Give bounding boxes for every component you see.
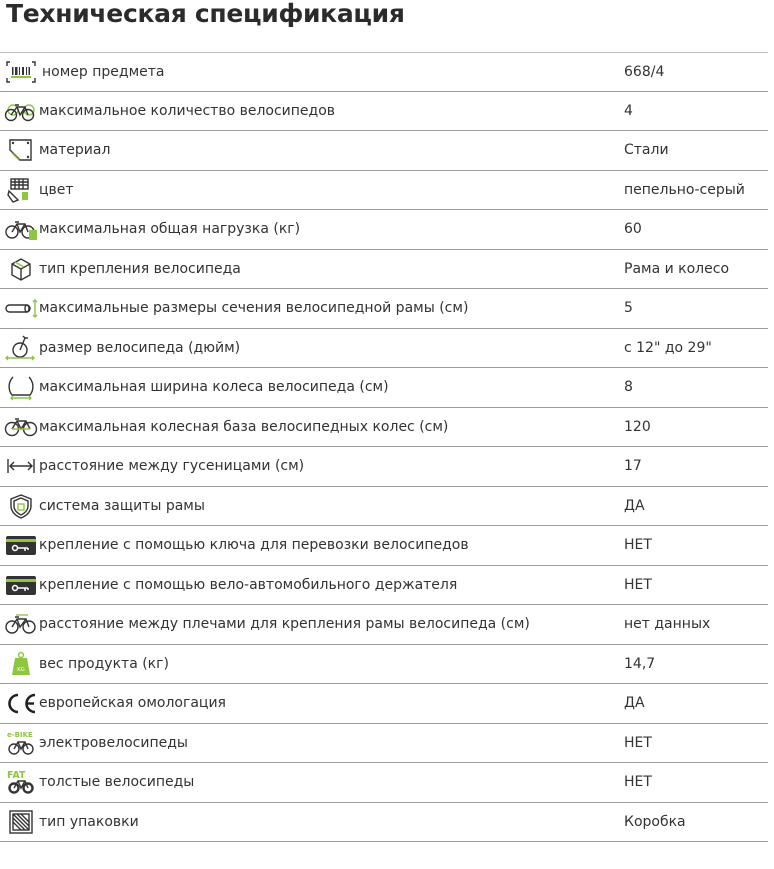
spec-value: НЕТ [624, 734, 652, 751]
spec-label: номер предмета [42, 63, 165, 80]
spec-value: 60 [624, 221, 642, 238]
spec-row [0, 566, 768, 606]
spec-label: максимальное количество велосипедов [39, 102, 336, 119]
fat-icon-text: FAT [7, 770, 26, 782]
wheelbase-icon [4, 414, 38, 440]
spec-label: крепление с помощью вело-автомобильного держателя [39, 576, 458, 593]
spec-label: тип упаковки [39, 813, 139, 830]
spec-value: 8 [624, 379, 633, 396]
wheel-size-icon [4, 335, 38, 361]
spec-row [0, 447, 768, 487]
wheel-width-icon [4, 374, 38, 400]
spec-row [0, 487, 768, 527]
rail-distance-icon [4, 453, 38, 479]
key-lock-icon [4, 532, 38, 558]
spec-value: 5 [624, 300, 633, 317]
spec-value: 120 [624, 418, 651, 435]
spec-value: Рама и колесо [624, 260, 730, 277]
frame-section-icon [4, 295, 38, 321]
spec-row [0, 803, 768, 843]
spec-row [0, 724, 768, 764]
spec-value: НЕТ [624, 537, 652, 554]
spec-label: расстояние между плечами для крепления рамы велосипеда (см) [39, 616, 530, 633]
spec-row [0, 763, 768, 803]
spec-row [0, 368, 768, 408]
spec-row [0, 52, 768, 92]
spec-value: ДА [624, 695, 645, 712]
spec-label: цвет [39, 181, 74, 198]
spec-row [0, 131, 768, 171]
mount-type-icon [4, 256, 38, 282]
spec-row [0, 408, 768, 448]
spec-label: максимальная общая нагрузка (кг) [39, 221, 301, 238]
material-icon [4, 137, 38, 163]
ebike-icon [4, 730, 38, 756]
spec-row [0, 92, 768, 132]
spec-value: нет данных [624, 616, 711, 633]
spec-label: расстояние между гусеницами (см) [39, 458, 305, 475]
frame-protection-icon [4, 493, 38, 519]
spec-label: толстые велосипеды [39, 774, 195, 791]
color-palette-icon [4, 177, 38, 203]
spec-row [0, 250, 768, 290]
spec-row [0, 210, 768, 250]
spec-label: крепление с помощью ключа для перевозки велосипедов [39, 537, 469, 554]
ebike-icon-text: e-BIKE [7, 730, 33, 739]
spec-row [0, 171, 768, 211]
packaging-box-icon [4, 809, 38, 835]
spec-row [0, 684, 768, 724]
spec-label: электровелосипеды [39, 734, 188, 751]
bikes-stack-icon [4, 98, 38, 124]
weight-icon [4, 651, 38, 677]
spec-label: материал [39, 142, 111, 159]
barcode-icon [4, 59, 38, 85]
spec-label: размер велосипеда (дюйм) [39, 339, 241, 356]
fat-bike-icon [4, 769, 38, 795]
spec-value: 14,7 [624, 655, 656, 672]
spec-row [0, 289, 768, 329]
spec-value: НЕТ [624, 576, 652, 593]
spec-row [0, 605, 768, 645]
spec-value: ДА [624, 497, 645, 514]
ce-mark-icon [4, 690, 38, 716]
spec-label: система защиты рамы [39, 497, 205, 514]
spec-value: НЕТ [624, 774, 652, 791]
spec-table [0, 52, 768, 842]
weight-icon-text: KG [17, 666, 25, 673]
car-holder-lock-icon [4, 572, 38, 598]
page-title: Техническая спецификация [6, 0, 405, 28]
bike-load-icon [4, 216, 38, 242]
spec-label: вес продукта (кг) [39, 655, 169, 672]
spec-row [0, 645, 768, 685]
spec-row [0, 329, 768, 369]
spec-value: с 12" до 29" [624, 339, 712, 356]
spec-label: максимальная ширина колеса велосипеда (см) [39, 379, 389, 396]
arm-distance-icon [4, 611, 38, 637]
spec-row [0, 526, 768, 566]
spec-label: максимальная колесная база велосипедных колес (см) [39, 418, 449, 435]
spec-value: Коробка [624, 813, 686, 830]
spec-value: пепельно-серый [624, 181, 745, 198]
spec-value: Стали [624, 142, 669, 159]
spec-label: тип крепления велосипеда [39, 260, 241, 277]
spec-value: 668/4 [624, 63, 665, 80]
spec-label: европейская омологация [39, 695, 226, 712]
spec-value: 17 [624, 458, 642, 475]
spec-value: 4 [624, 102, 633, 119]
spec-label: максимальные размеры сечения велосипедной рамы (см) [39, 300, 469, 317]
